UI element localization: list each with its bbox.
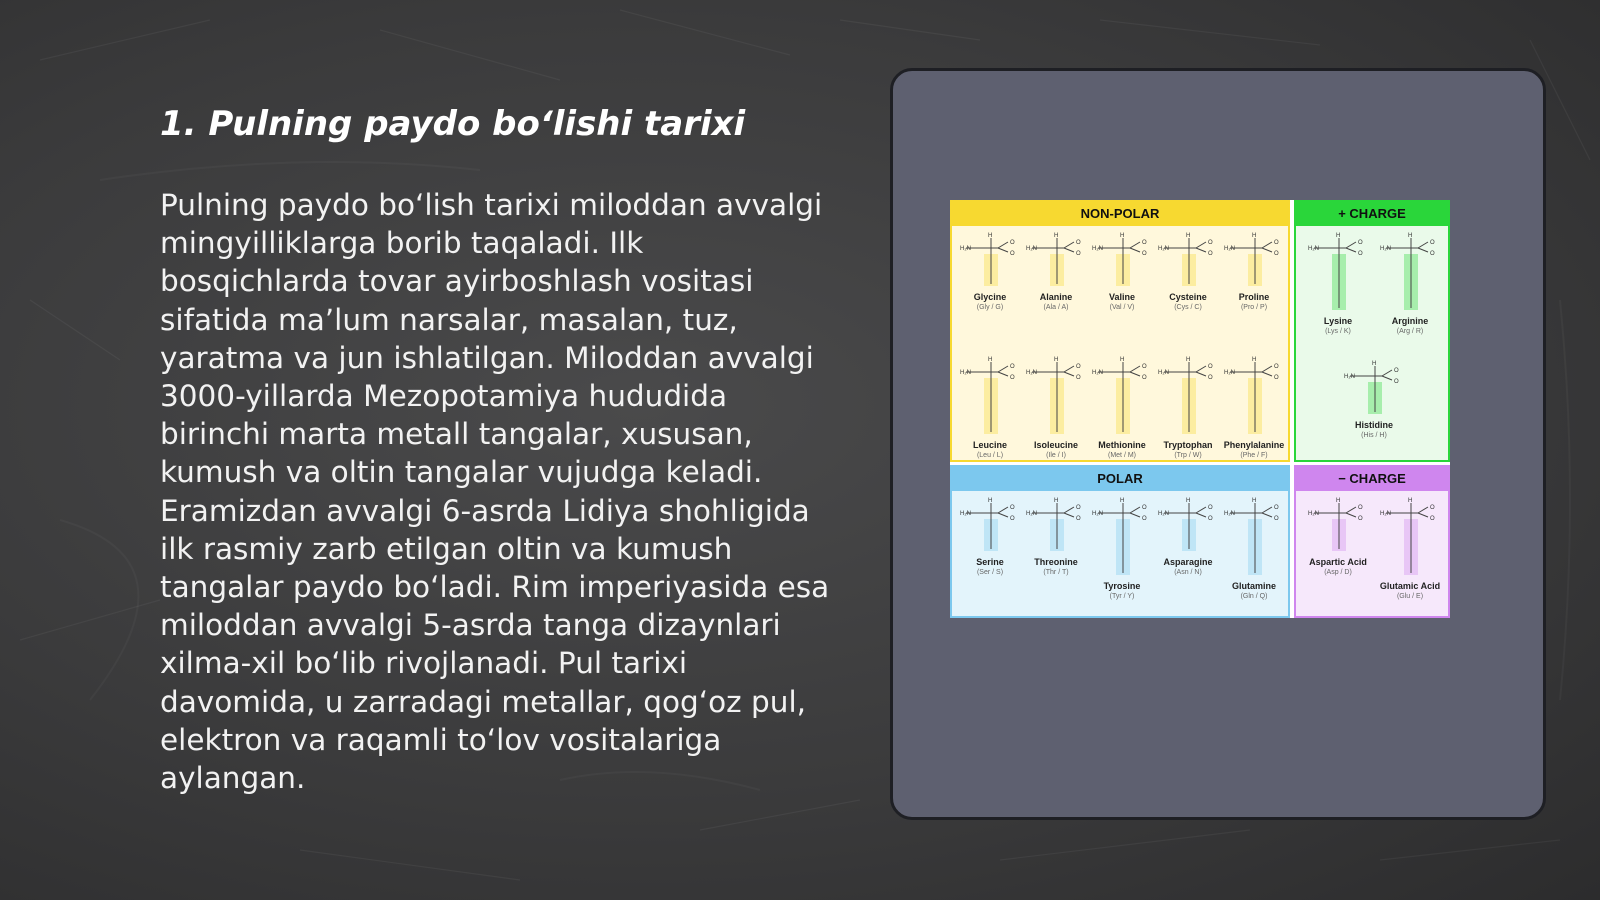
svg-text:H₂N: H₂N	[1026, 246, 1037, 252]
svg-text:O: O	[1358, 240, 1363, 246]
amino-acid-name: Leucine	[972, 440, 1007, 450]
molecule-structure-icon	[1090, 495, 1154, 579]
svg-text:H: H	[1252, 357, 1257, 363]
slide-body-text: Pulning paydo bo‘lish tarixi miloddan avvalgi mingyilliklarga borib taqaladi. Ilk bosqichlarda tovar ayirboshlash vositasi sifatida ma’lum narsalar, masalan, tuz, yaratma va jun ishlatilgan. Miloddan avvalgi 3000-yillarda Mezopotamiya hududida birinchi marta metall tangalar, xususan, kumush va oltin tangalar vujudga keladi. Eramizdan avvalgi 6-asrda Lidiya shohligida ilk rasmiy zarb etilgan oltin va kumush tangalar paydo bo‘ladi. Rim imperiyasida esa miloddan avvalgi 5-asrda tanga dizaynlari xilma-xil bo‘lib rivojlanadi. Pul tarixi davomida, u zarradagi metallar, qog‘oz pul, elektron va raqamli to‘lov vositalariga aylangan.	[160, 188, 830, 796]
svg-text:O: O	[1076, 364, 1081, 370]
svg-text:O: O	[1430, 251, 1435, 257]
amino-acid-code: (Tyr / Y)	[1109, 593, 1135, 600]
svg-text:H: H	[1054, 498, 1059, 504]
amino-acid-name: Tyrosine	[1103, 581, 1141, 591]
amino-acid-cysteine	[1154, 230, 1222, 312]
molecule-structure-icon	[1024, 354, 1088, 438]
svg-text:H: H	[1408, 498, 1413, 504]
amino-acid-name: Serine	[976, 557, 1004, 567]
amino-acid-name: Tryptophan	[1163, 440, 1213, 450]
svg-text:H₂N: H₂N	[1224, 370, 1235, 376]
svg-text:O: O	[1274, 375, 1279, 381]
molecule-structure-icon	[1222, 230, 1286, 290]
svg-text:O: O	[1358, 505, 1363, 511]
amino-acid-name: Valine	[1108, 292, 1135, 302]
amino-acid-code: (Lys / K)	[1325, 328, 1351, 335]
molecule-structure-icon	[1378, 495, 1442, 579]
svg-text:O: O	[1430, 516, 1435, 522]
molecule-structure-icon	[1378, 230, 1442, 314]
svg-text:H₂N: H₂N	[1224, 246, 1235, 252]
amino-acid-tyrosine	[1088, 495, 1156, 601]
svg-text:H₂N: H₂N	[1380, 511, 1391, 517]
svg-text:H₂N: H₂N	[1308, 511, 1319, 517]
svg-text:H: H	[1120, 498, 1125, 504]
svg-text:O: O	[1208, 516, 1213, 522]
amino-acid-name: Alanine	[1039, 292, 1073, 302]
svg-text:O: O	[1208, 251, 1213, 257]
amino-acid-threonine	[1022, 495, 1090, 577]
amino-acid-code: (Trp / W)	[1174, 452, 1202, 459]
svg-text:O: O	[1076, 375, 1081, 381]
molecule-structure-icon	[1156, 495, 1220, 555]
svg-text:H₂N: H₂N	[1380, 246, 1391, 252]
nonpolar-panel	[950, 200, 1290, 462]
amino-acid-name: Methionine	[1098, 440, 1146, 450]
amino-acid-name: Cysteine	[1169, 292, 1207, 302]
molecule-structure-icon	[1090, 354, 1154, 438]
svg-text:O: O	[1142, 364, 1147, 370]
amino-acid-name: Aspartic Acid	[1309, 557, 1367, 567]
svg-text:O: O	[1142, 240, 1147, 246]
molecule-structure-icon	[1306, 495, 1370, 555]
positive-charge-panel	[1294, 200, 1450, 462]
amino-acid-name: Lysine	[1323, 316, 1353, 326]
molecule-structure-icon	[1306, 230, 1370, 314]
amino-acid-leucine	[956, 354, 1024, 460]
svg-text:O: O	[1142, 251, 1147, 257]
molecule-structure-icon	[958, 495, 1022, 555]
svg-text:O: O	[1394, 379, 1399, 385]
amino-acid-glutamic-acid	[1376, 495, 1444, 601]
svg-text:H: H	[988, 233, 993, 239]
molecule-structure-icon	[1024, 495, 1088, 555]
amino-acid-code: (Arg / R)	[1396, 328, 1424, 335]
svg-text:H: H	[1054, 233, 1059, 239]
amino-acid-code: (Asn / N)	[1174, 569, 1202, 576]
molecule-structure-icon	[1156, 230, 1220, 290]
amino-acid-name: Histidine	[1354, 420, 1393, 430]
svg-text:O: O	[1010, 505, 1015, 511]
svg-text:H₂N: H₂N	[1224, 511, 1235, 517]
amino-acid-code: (Thr / T)	[1043, 569, 1069, 576]
amino-acid-code: (Cys / C)	[1174, 304, 1202, 311]
amino-acid-code: (Leu / L)	[976, 452, 1004, 459]
amino-acid-name: Phenylalanine	[1223, 440, 1285, 450]
amino-acid-lysine	[1304, 230, 1372, 336]
amino-acid-code: (His / H)	[1361, 432, 1387, 439]
svg-text:O: O	[1274, 251, 1279, 257]
molecule-structure-icon	[958, 354, 1022, 438]
svg-text:O: O	[1358, 251, 1363, 257]
svg-text:H₂N: H₂N	[1158, 511, 1169, 517]
svg-text:H: H	[1252, 233, 1257, 239]
amino-acid-proline	[1220, 230, 1288, 312]
polar-panel-title: POLAR	[952, 467, 1288, 491]
svg-text:O: O	[1076, 240, 1081, 246]
svg-text:H: H	[1408, 233, 1413, 239]
molecule-structure-icon	[1090, 230, 1154, 290]
amino-acid-classification-figure	[950, 200, 1450, 618]
molecule-structure-icon	[1222, 354, 1286, 438]
svg-text:H: H	[1120, 233, 1125, 239]
svg-text:O: O	[1208, 240, 1213, 246]
amino-acid-alanine	[1022, 230, 1090, 312]
svg-text:H: H	[988, 357, 993, 363]
svg-text:H: H	[1336, 498, 1341, 504]
svg-text:H₂N: H₂N	[1158, 246, 1169, 252]
amino-acid-name: Arginine	[1391, 316, 1429, 326]
svg-text:O: O	[1208, 364, 1213, 370]
amino-acid-histidine	[1340, 358, 1408, 440]
amino-acid-code: (Asp / D)	[1324, 569, 1352, 576]
svg-text:H₂N: H₂N	[1092, 246, 1103, 252]
svg-text:H: H	[1186, 357, 1191, 363]
svg-text:H: H	[1372, 361, 1377, 367]
svg-text:O: O	[1274, 364, 1279, 370]
svg-text:H₂N: H₂N	[1344, 374, 1355, 380]
svg-text:O: O	[1274, 516, 1279, 522]
positive-charge-panel-title: + CHARGE	[1296, 202, 1448, 226]
amino-acid-name: Threonine	[1034, 557, 1078, 567]
svg-text:H: H	[1186, 233, 1191, 239]
amino-acid-name: Glutamic Acid	[1379, 581, 1441, 591]
svg-text:H: H	[1054, 357, 1059, 363]
svg-text:O: O	[1274, 505, 1279, 511]
amino-acid-glutamine	[1220, 495, 1288, 601]
svg-text:H₂N: H₂N	[1026, 370, 1037, 376]
svg-text:O: O	[1208, 375, 1213, 381]
polar-panel	[950, 465, 1290, 618]
amino-acid-phenylalanine	[1220, 354, 1288, 460]
amino-acid-code: (Gly / G)	[976, 304, 1004, 311]
svg-text:H₂N: H₂N	[1092, 370, 1103, 376]
amino-acid-code: (Glu / E)	[1396, 593, 1424, 600]
svg-text:H: H	[1186, 498, 1191, 504]
negative-charge-panel-title: − CHARGE	[1296, 467, 1448, 491]
svg-text:O: O	[1358, 516, 1363, 522]
svg-text:O: O	[1274, 240, 1279, 246]
molecule-structure-icon	[1024, 230, 1088, 290]
amino-acid-valine	[1088, 230, 1156, 312]
svg-text:H: H	[1336, 233, 1341, 239]
molecule-structure-icon	[1342, 358, 1406, 418]
amino-acid-code: (Gln / Q)	[1240, 593, 1268, 600]
amino-acid-code: (Ser / S)	[976, 569, 1004, 576]
svg-text:O: O	[1430, 240, 1435, 246]
amino-acid-arginine	[1376, 230, 1444, 336]
nonpolar-panel-title: NON-POLAR	[952, 202, 1288, 226]
amino-acid-name: Glycine	[973, 292, 1007, 302]
svg-text:O: O	[1076, 516, 1081, 522]
svg-text:O: O	[1394, 368, 1399, 374]
svg-text:H: H	[1120, 357, 1125, 363]
molecule-structure-icon	[1156, 354, 1220, 438]
svg-text:O: O	[1142, 375, 1147, 381]
amino-acid-glycine	[956, 230, 1024, 312]
amino-acid-code: (Met / M)	[1108, 452, 1136, 459]
svg-text:O: O	[1010, 251, 1015, 257]
amino-acid-code: (Pro / P)	[1240, 304, 1268, 311]
amino-acid-code: (Ile / I)	[1046, 452, 1066, 459]
svg-text:O: O	[1010, 240, 1015, 246]
svg-text:O: O	[1208, 505, 1213, 511]
svg-text:O: O	[1430, 505, 1435, 511]
amino-acid-asparagine	[1154, 495, 1222, 577]
svg-text:O: O	[1076, 251, 1081, 257]
svg-text:H₂N: H₂N	[1308, 246, 1319, 252]
amino-acid-name: Glutamine	[1231, 581, 1276, 591]
svg-text:H₂N: H₂N	[960, 246, 971, 252]
svg-text:H₂N: H₂N	[960, 511, 971, 517]
amino-acid-tryptophan	[1154, 354, 1222, 460]
molecule-structure-icon	[958, 230, 1022, 290]
svg-text:H: H	[1252, 498, 1257, 504]
amino-acid-name: Asparagine	[1163, 557, 1213, 567]
svg-text:H₂N: H₂N	[1158, 370, 1169, 376]
svg-text:O: O	[1010, 375, 1015, 381]
svg-text:O: O	[1010, 364, 1015, 370]
svg-text:H₂N: H₂N	[1092, 511, 1103, 517]
negative-charge-panel	[1294, 465, 1450, 618]
molecule-structure-icon	[1222, 495, 1286, 579]
amino-acid-name: Isoleucine	[1033, 440, 1078, 450]
amino-acid-isoleucine	[1022, 354, 1090, 460]
svg-text:O: O	[1142, 516, 1147, 522]
svg-text:H: H	[988, 498, 993, 504]
amino-acid-name: Proline	[1238, 292, 1270, 302]
amino-acid-code: (Val / V)	[1109, 304, 1135, 311]
svg-text:H₂N: H₂N	[1026, 511, 1037, 517]
slide-title: 1. Pulning paydo bo‘lishi tarixi	[160, 104, 746, 144]
amino-acid-code: (Ala / A)	[1043, 304, 1069, 311]
amino-acid-methionine	[1088, 354, 1156, 460]
svg-text:O: O	[1076, 505, 1081, 511]
svg-text:O: O	[1010, 516, 1015, 522]
amino-acid-code: (Phe / F)	[1240, 452, 1268, 459]
amino-acid-serine	[956, 495, 1024, 577]
amino-acid-aspartic-acid	[1304, 495, 1372, 577]
svg-text:H₂N: H₂N	[960, 370, 971, 376]
svg-text:O: O	[1142, 505, 1147, 511]
